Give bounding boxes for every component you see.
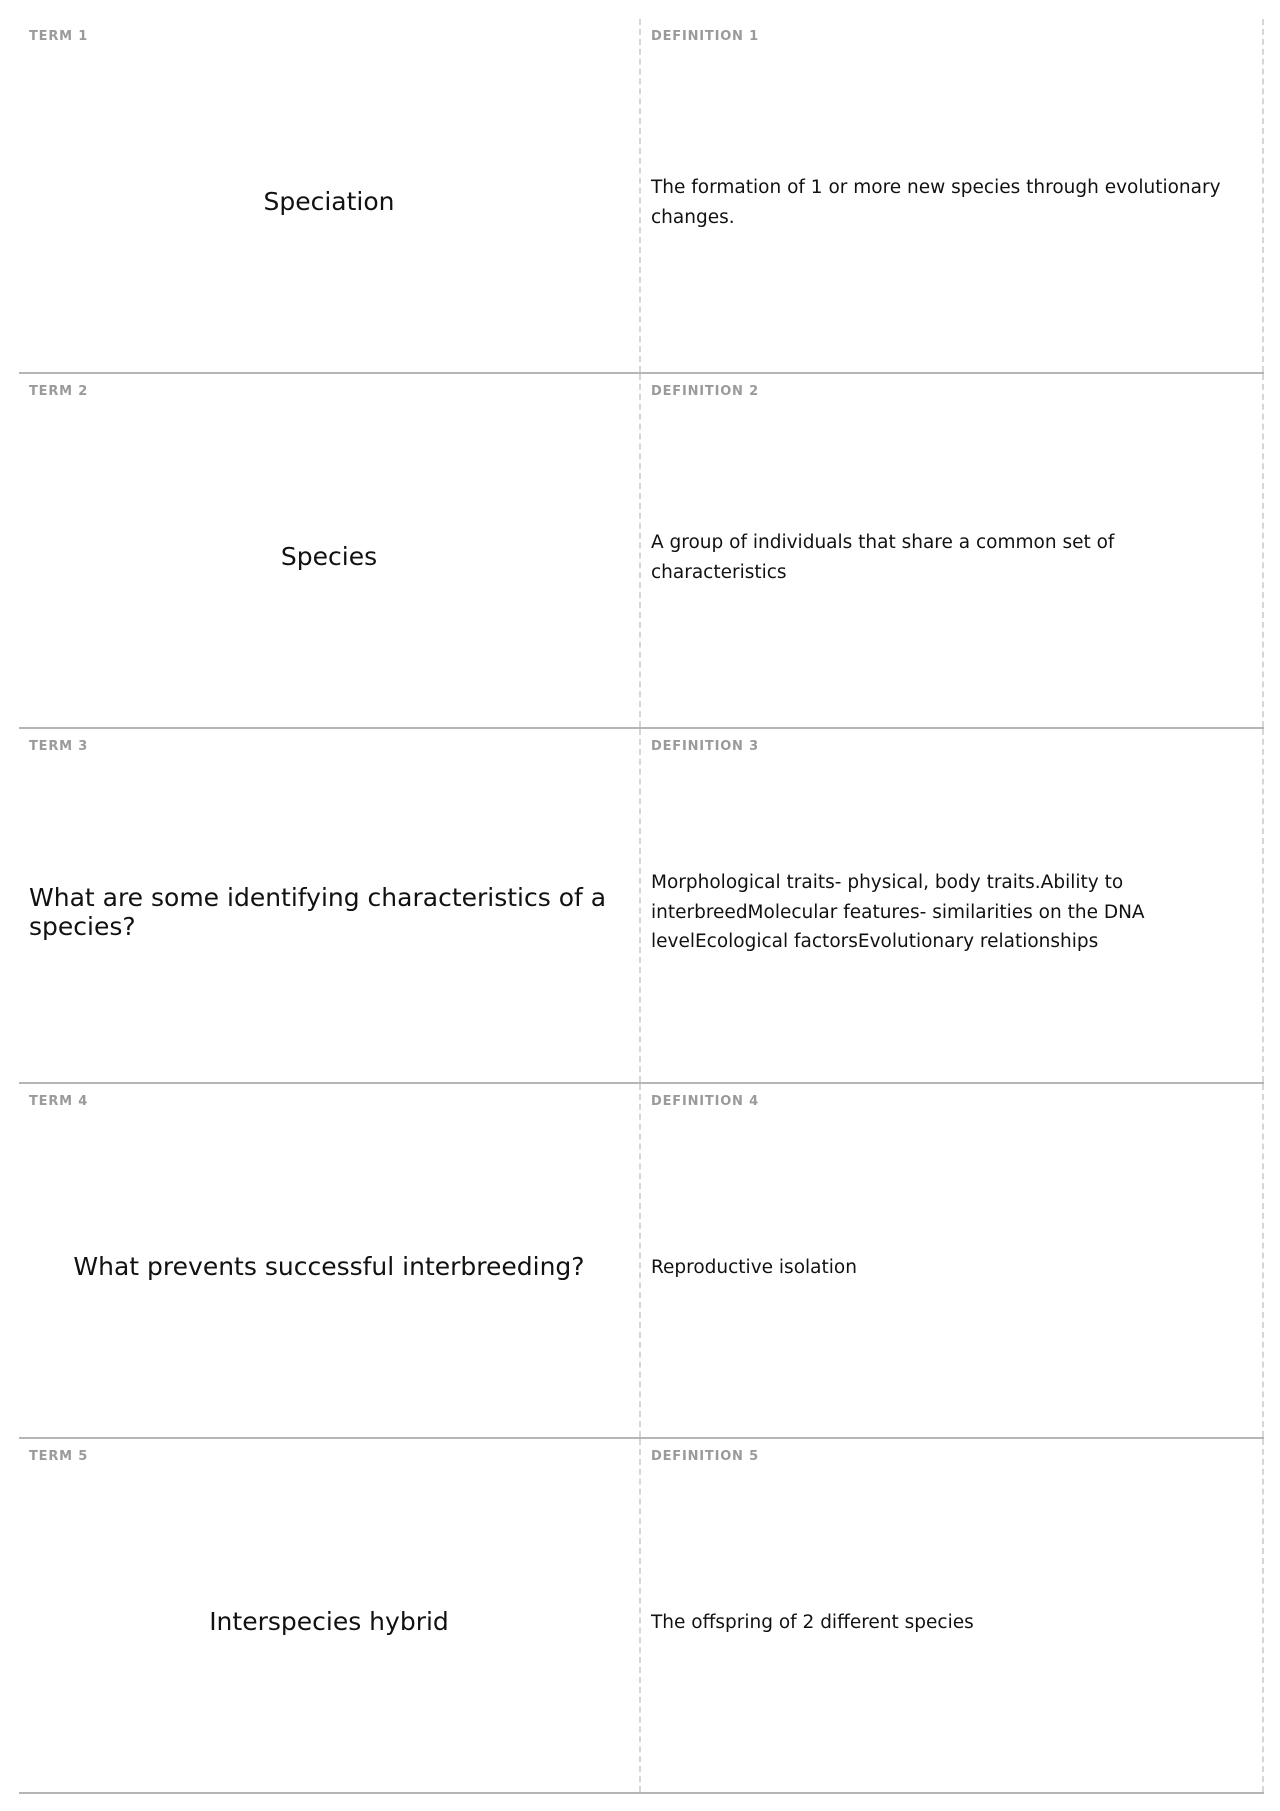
flashcard-row xyxy=(19,19,1264,374)
flashcard-row xyxy=(19,1084,1264,1439)
term-text: What are some identifying characteristics of a species? xyxy=(29,882,607,941)
definition-text: The offspring of 2 different species xyxy=(651,1611,974,1633)
term-label: TERM 4 xyxy=(29,1094,89,1109)
definition-cell[interactable] xyxy=(641,729,1264,1082)
definition-label: DEFINITION 3 xyxy=(651,739,759,754)
definition-cell[interactable] xyxy=(641,1084,1264,1437)
term-cell[interactable] xyxy=(19,1439,641,1792)
term-label: TERM 2 xyxy=(29,384,89,399)
term-text: Species xyxy=(280,542,378,572)
definition-label: DEFINITION 2 xyxy=(651,384,759,399)
term-text: Interspecies hybrid xyxy=(209,1607,449,1637)
flashcard-row xyxy=(19,729,1264,1084)
term-label: TERM 3 xyxy=(29,739,89,754)
term-text: What prevents successful interbreeding? xyxy=(73,1252,585,1282)
definition-cell[interactable] xyxy=(641,19,1264,372)
definition-text: A group of individuals that share a common set of characteristics xyxy=(651,531,1115,583)
definition-cell[interactable] xyxy=(641,374,1264,727)
definition-text: Morphological traits- physical, body traits.Ability to interbreedMolecular features- similarities on the DNA levelEcological factorsEvolutionary relationships xyxy=(651,872,1145,953)
term-label: TERM 5 xyxy=(29,1449,89,1464)
term-cell[interactable] xyxy=(19,1084,641,1437)
flashcard-row xyxy=(19,1439,1264,1794)
term-cell[interactable] xyxy=(19,729,641,1082)
term-text: Speciation xyxy=(263,187,395,217)
definition-cell[interactable] xyxy=(641,1439,1264,1792)
flashcard-sheet xyxy=(19,19,1264,1794)
term-cell[interactable] xyxy=(19,19,641,372)
definition-label: DEFINITION 1 xyxy=(651,29,759,44)
definition-text: Reproductive isolation xyxy=(651,1256,857,1278)
definition-label: DEFINITION 5 xyxy=(651,1449,759,1464)
term-label: TERM 1 xyxy=(29,29,89,44)
flashcard-row xyxy=(19,374,1264,729)
definition-label: DEFINITION 4 xyxy=(651,1094,759,1109)
term-cell[interactable] xyxy=(19,374,641,727)
definition-text: The formation of 1 or more new species through evolutionary changes. xyxy=(651,176,1221,228)
